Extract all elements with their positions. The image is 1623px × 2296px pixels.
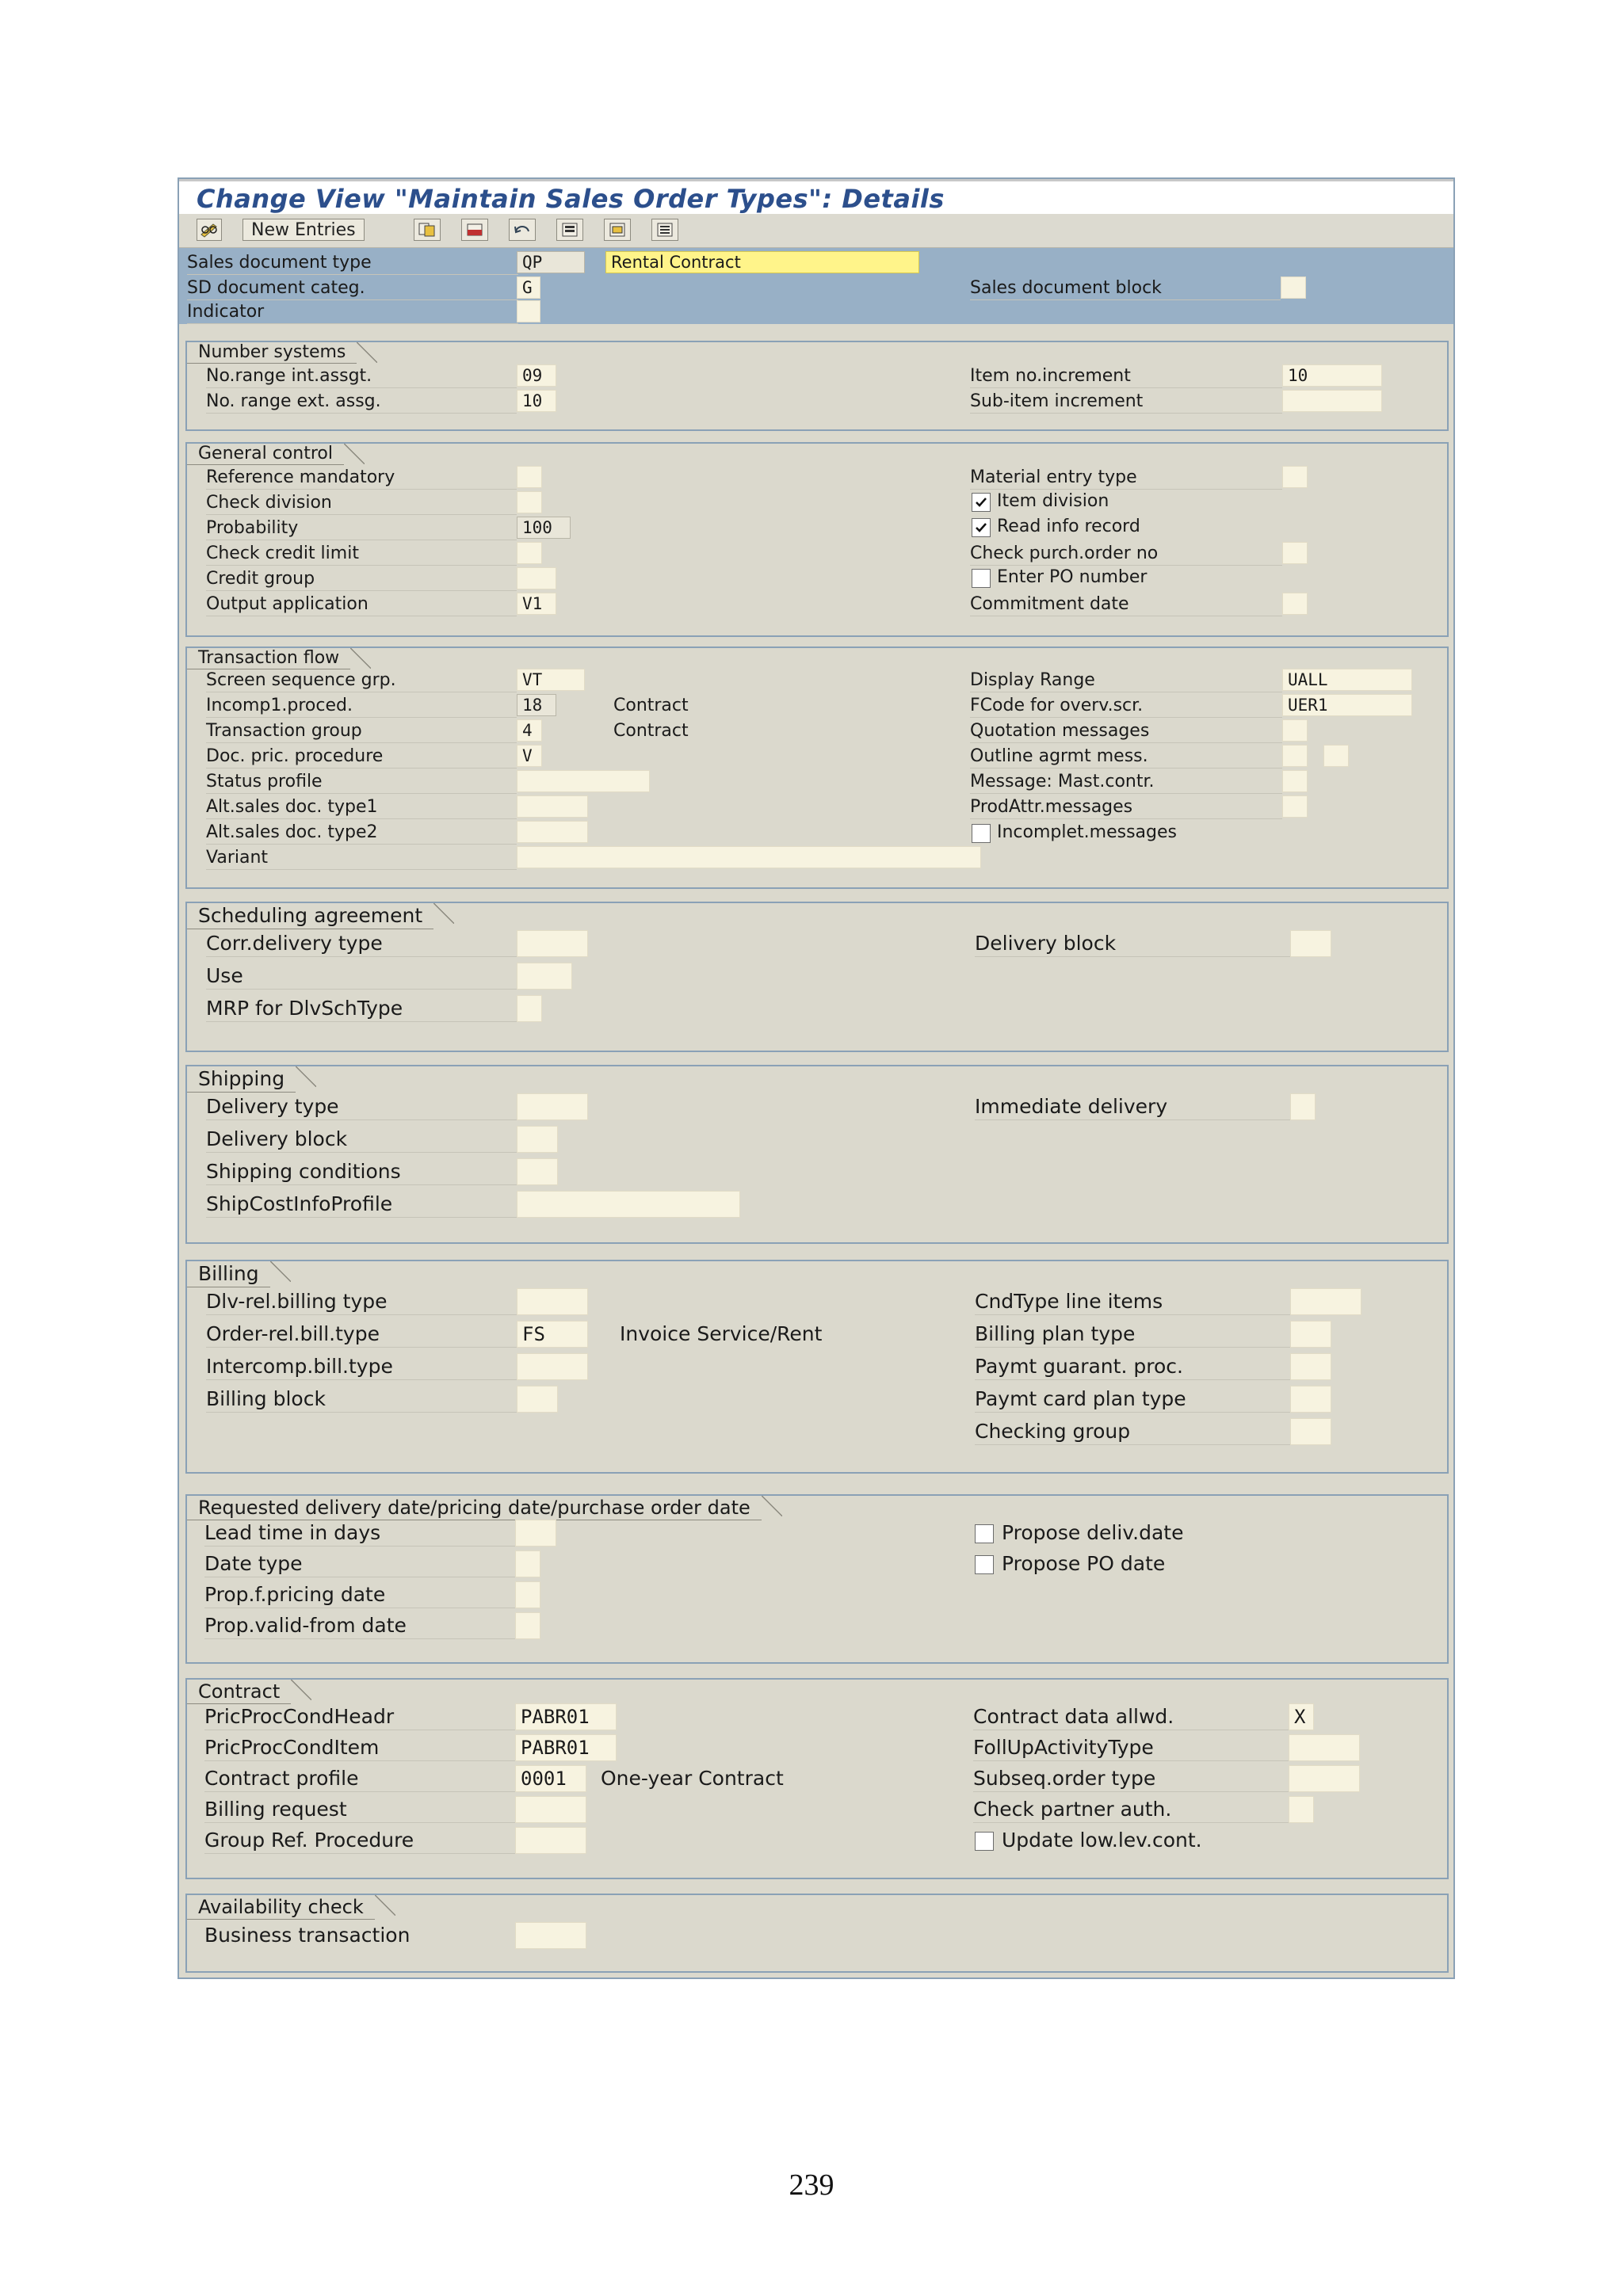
billing-plan-type-label: Billing plan type: [975, 1321, 1290, 1348]
transaction-group-field[interactable]: 4: [517, 719, 542, 742]
indicator-label: Indicator: [187, 300, 518, 324]
paymt-guarant-proc-label: Paymt guarant. proc.: [975, 1353, 1290, 1380]
billing-request-field[interactable]: [515, 1796, 586, 1823]
corr-delivery-type-label: Corr.delivery type: [206, 930, 517, 957]
prop-valid-from-field[interactable]: [515, 1612, 540, 1639]
subseq-order-type-field[interactable]: [1289, 1765, 1360, 1792]
group-title: Contract: [187, 1680, 291, 1704]
order-rel-bill-type-field[interactable]: FS: [517, 1321, 588, 1348]
window-title: Change View "Maintain Sales Order Types": Details: [197, 184, 945, 214]
select-block-icon: [608, 222, 627, 238]
credit-group-field[interactable]: [517, 567, 556, 589]
lead-time-label: Lead time in days: [204, 1520, 515, 1547]
new-entries-button[interactable]: New Entries: [242, 219, 365, 241]
delivery-block-field[interactable]: [1290, 930, 1331, 957]
immediate-delivery-field[interactable]: [1290, 1093, 1316, 1120]
group-title: Number systems: [187, 342, 357, 364]
display-range-field[interactable]: UALL: [1282, 669, 1412, 691]
deselect-all-button[interactable]: [651, 219, 678, 241]
message-mast-contr-field[interactable]: [1282, 770, 1308, 792]
general-control-group: [185, 442, 1449, 637]
transaction-group-label: Transaction group: [206, 719, 517, 743]
pencil-glasses-icon: [199, 222, 220, 238]
shipping-conditions-label: Shipping conditions: [206, 1158, 517, 1185]
read-info-record-label: Read info record: [997, 517, 1140, 536]
reference-mandatory-field[interactable]: [517, 466, 542, 488]
billing-request-label: Billing request: [204, 1796, 515, 1823]
probability-label: Probability: [206, 517, 517, 540]
check-division-field[interactable]: [517, 491, 542, 513]
billing-block-field[interactable]: [517, 1386, 558, 1413]
output-application-field[interactable]: V1: [517, 593, 556, 615]
reference-mandatory-label: Reference mandatory: [206, 466, 517, 490]
copy-icon: [418, 222, 437, 238]
display-change-button[interactable]: [197, 219, 222, 241]
no-range-int-field[interactable]: 09: [517, 364, 556, 387]
group-title: Scheduling agreement: [187, 903, 433, 929]
order-rel-bill-type-description: Invoice Service/Rent: [620, 1322, 823, 1345]
delivery-block-label: Delivery block: [975, 930, 1290, 957]
number-systems-group: [185, 341, 1449, 431]
dlv-rel-billing-type-field[interactable]: [517, 1288, 588, 1315]
status-profile-field[interactable]: [517, 770, 650, 792]
quotation-messages-label: Quotation messages: [970, 719, 1282, 743]
status-profile-label: Status profile: [206, 770, 517, 794]
enter-po-number-label: Enter PO number: [997, 567, 1148, 587]
pricproc-headr-label: PricProcCondHeadr: [204, 1703, 515, 1730]
shipcost-info-profile-field[interactable]: [517, 1191, 740, 1218]
billing-group: [185, 1260, 1449, 1474]
delivery-type-field[interactable]: [517, 1093, 588, 1120]
checking-group-field[interactable]: [1290, 1418, 1331, 1445]
update-low-lev-cont-label: Update low.lev.cont.: [1002, 1829, 1202, 1852]
paymt-card-plan-type-label: Paymt card plan type: [975, 1386, 1290, 1413]
availability-check-group: [185, 1894, 1449, 1973]
page-number: 239: [789, 2168, 834, 2202]
sub-item-increment-field[interactable]: [1282, 390, 1382, 412]
group-title: Billing: [187, 1261, 270, 1287]
message-mast-contr-label: Message: Mast.contr.: [970, 770, 1282, 794]
immediate-delivery-label: Immediate delivery: [975, 1093, 1290, 1120]
contract-data-allwd-label: Contract data allwd.: [973, 1703, 1289, 1730]
corr-delivery-type-field[interactable]: [517, 930, 588, 957]
sales-doc-type-field[interactable]: QP: [517, 251, 585, 273]
sd-doc-categ-label: SD document categ.: [187, 277, 518, 300]
incomp-proced-field[interactable]: 18: [517, 694, 556, 716]
sd-doc-categ-field[interactable]: G: [517, 277, 540, 299]
fcode-overview-field[interactable]: UER1: [1282, 694, 1412, 716]
no-range-int-label: No.range int.assgt.: [206, 364, 517, 388]
item-no-increment-label: Item no.increment: [970, 364, 1282, 388]
variant-field[interactable]: [517, 846, 981, 868]
group-title: General control: [187, 444, 344, 465]
billing-block-label: Billing block: [206, 1386, 517, 1413]
mrp-dlvschtype-label: MRP for DlvSchType: [206, 995, 517, 1022]
propose-deliv-date-checkbox[interactable]: [975, 1524, 994, 1543]
delete-button[interactable]: [461, 219, 488, 241]
propose-po-date-checkbox[interactable]: [975, 1555, 994, 1574]
enter-po-number-checkbox[interactable]: [972, 569, 991, 588]
follup-activity-type-field[interactable]: [1289, 1734, 1360, 1761]
material-entry-type-field[interactable]: [1282, 466, 1308, 488]
application-toolbar: [179, 214, 1453, 248]
follup-activity-type-label: FollUpActivityType: [973, 1734, 1289, 1761]
business-transaction-field[interactable]: [515, 1922, 586, 1949]
screen-sequence-label: Screen sequence grp.: [206, 669, 517, 692]
propose-po-date-label: Propose PO date: [1002, 1552, 1166, 1575]
prop-valid-from-label: Prop.valid-from date: [204, 1612, 515, 1639]
cndtype-line-items-label: CndType line items: [975, 1288, 1290, 1315]
quotation-messages-field[interactable]: [1282, 719, 1308, 742]
undo-icon: [513, 222, 532, 238]
delivery-block-field[interactable]: [517, 1126, 558, 1153]
fcode-overview-label: FCode for overv.scr.: [970, 694, 1282, 718]
no-range-ext-label: No. range ext. assg.: [206, 390, 517, 414]
paymt-guarant-proc-field[interactable]: [1290, 1353, 1331, 1380]
item-division-label: Item division: [997, 491, 1109, 511]
order-rel-bill-type-label: Order-rel.bill.type: [206, 1321, 517, 1348]
check-purch-order-field[interactable]: [1282, 542, 1308, 564]
transaction-flow-group: [185, 646, 1449, 889]
intercomp-bill-type-field[interactable]: [517, 1353, 588, 1380]
display-range-label: Display Range: [970, 669, 1282, 692]
check-credit-limit-label: Check credit limit: [206, 542, 517, 566]
group-ref-procedure-label: Group Ref. Procedure: [204, 1827, 515, 1854]
sales-doc-block-field[interactable]: [1281, 277, 1306, 299]
no-range-ext-field[interactable]: 10: [517, 390, 556, 412]
sales-doc-block-label: Sales document block: [970, 277, 1281, 300]
alt-sales-doc-type2-field[interactable]: [517, 821, 588, 843]
update-low-lev-cont-checkbox[interactable]: [975, 1832, 994, 1851]
commitment-date-field[interactable]: [1282, 593, 1308, 615]
prop-pricing-date-field[interactable]: [515, 1581, 540, 1608]
incomplet-messages-label: Incomplet.messages: [997, 822, 1177, 842]
paymt-card-plan-type-field[interactable]: [1290, 1386, 1331, 1413]
deselect-icon: [655, 222, 674, 238]
header-block: [179, 248, 1453, 324]
select-block-button[interactable]: [604, 219, 631, 241]
screen-sequence-field[interactable]: VT: [517, 669, 585, 691]
pricproc-headr-field[interactable]: PABR01: [515, 1703, 617, 1730]
probability-field[interactable]: 100: [517, 517, 571, 539]
copy-as-button[interactable]: [414, 219, 441, 241]
group-ref-procedure-field[interactable]: [515, 1827, 586, 1854]
sub-item-increment-label: Sub-item increment: [970, 390, 1282, 414]
undo-change-button[interactable]: [509, 219, 536, 241]
business-transaction-label: Business transaction: [204, 1924, 411, 1947]
date-type-label: Date type: [204, 1550, 515, 1577]
prodattr-messages-field[interactable]: [1282, 795, 1308, 818]
subseq-order-type-label: Subseq.order type: [973, 1765, 1289, 1792]
pricproc-item-label: PricProcCondItem: [204, 1734, 515, 1761]
contract-profile-description: One-year Contract: [601, 1767, 784, 1790]
item-no-increment-field[interactable]: 10: [1282, 364, 1382, 387]
dlv-rel-billing-type-label: Dlv-rel.billing type: [206, 1288, 517, 1315]
cndtype-line-items-field[interactable]: [1290, 1288, 1361, 1315]
contract-data-allwd-field[interactable]: X: [1289, 1703, 1314, 1730]
variant-label: Variant: [206, 846, 517, 870]
item-division-checkbox[interactable]: [972, 493, 991, 512]
transaction-group-description: Contract: [613, 721, 689, 741]
use-label: Use: [206, 963, 517, 990]
outline-agrmt-mess-field-2[interactable]: [1323, 745, 1349, 767]
date-type-field[interactable]: [515, 1550, 540, 1577]
commitment-date-label: Commitment date: [970, 593, 1282, 616]
check-credit-limit-field[interactable]: [517, 542, 542, 564]
read-info-record-checkbox[interactable]: [972, 518, 991, 537]
outline-agrmt-mess-label: Outline agrmt mess.: [970, 745, 1282, 769]
check-partner-auth-field[interactable]: [1289, 1796, 1314, 1823]
group-title: Transaction flow: [187, 648, 350, 669]
incomp-proced-label: Incomp1.proced.: [206, 694, 517, 718]
contract-profile-label: Contract profile: [204, 1765, 515, 1792]
alt-sales-doc-type1-field[interactable]: [517, 795, 588, 818]
contract-profile-field[interactable]: 0001: [515, 1765, 586, 1792]
alt-sales-doc-type2-label: Alt.sales doc. type2: [206, 821, 517, 845]
prodattr-messages-label: ProdAttr.messages: [970, 795, 1282, 819]
requested-delivery-date-group: [185, 1494, 1449, 1664]
title-bar: [179, 179, 1453, 214]
group-title: Shipping: [187, 1066, 296, 1093]
check-division-label: Check division: [206, 491, 517, 515]
shipping-group: [185, 1065, 1449, 1244]
alt-sales-doc-type1-label: Alt.sales doc. type1: [206, 795, 517, 819]
contract-group: [185, 1678, 1449, 1879]
outline-agrmt-mess-field[interactable]: [1282, 745, 1308, 767]
shipping-conditions-field[interactable]: [517, 1158, 558, 1185]
output-application-label: Output application: [206, 593, 517, 616]
prop-pricing-date-label: Prop.f.pricing date: [204, 1581, 515, 1608]
pricproc-item-field[interactable]: PABR01: [515, 1734, 617, 1761]
intercomp-bill-type-label: Intercomp.bill.type: [206, 1353, 517, 1380]
sap-window: [178, 177, 1455, 1979]
sales-doc-type-label: Sales document type: [187, 251, 518, 275]
delivery-type-label: Delivery type: [206, 1093, 517, 1120]
checkmark-icon: [974, 495, 988, 509]
doc-pric-procedure-field[interactable]: V: [517, 745, 542, 767]
group-title: Availability check: [187, 1895, 375, 1920]
select-all-button[interactable]: [556, 219, 583, 241]
mrp-dlvschtype-field[interactable]: [517, 995, 542, 1022]
checkmark-icon: [974, 521, 988, 535]
indicator-field[interactable]: [517, 300, 540, 322]
incomplet-messages-checkbox[interactable]: [972, 824, 991, 843]
scheduling-agreement-group: [185, 902, 1449, 1052]
shipcost-info-profile-label: ShipCostInfoProfile: [206, 1191, 517, 1218]
check-purch-order-label: Check purch.order no: [970, 542, 1282, 566]
doc-pric-procedure-label: Doc. pric. procedure: [206, 745, 517, 769]
sales-doc-type-description: Rental Contract: [605, 251, 919, 273]
incomp-proced-description: Contract: [613, 696, 689, 715]
propose-deliv-date-label: Propose deliv.date: [1002, 1521, 1184, 1544]
select-all-icon: [560, 222, 579, 238]
delete-icon: [465, 222, 484, 238]
material-entry-type-label: Material entry type: [970, 466, 1282, 490]
check-partner-auth-label: Check partner auth.: [973, 1796, 1289, 1823]
billing-plan-type-field[interactable]: [1290, 1321, 1331, 1348]
checking-group-label: Checking group: [975, 1418, 1290, 1445]
use-field[interactable]: [517, 963, 572, 990]
delivery-block-label: Delivery block: [206, 1126, 517, 1153]
lead-time-field[interactable]: [515, 1520, 556, 1547]
credit-group-label: Credit group: [206, 567, 517, 591]
group-title: Requested delivery date/pricing date/purchase order date: [187, 1496, 762, 1520]
